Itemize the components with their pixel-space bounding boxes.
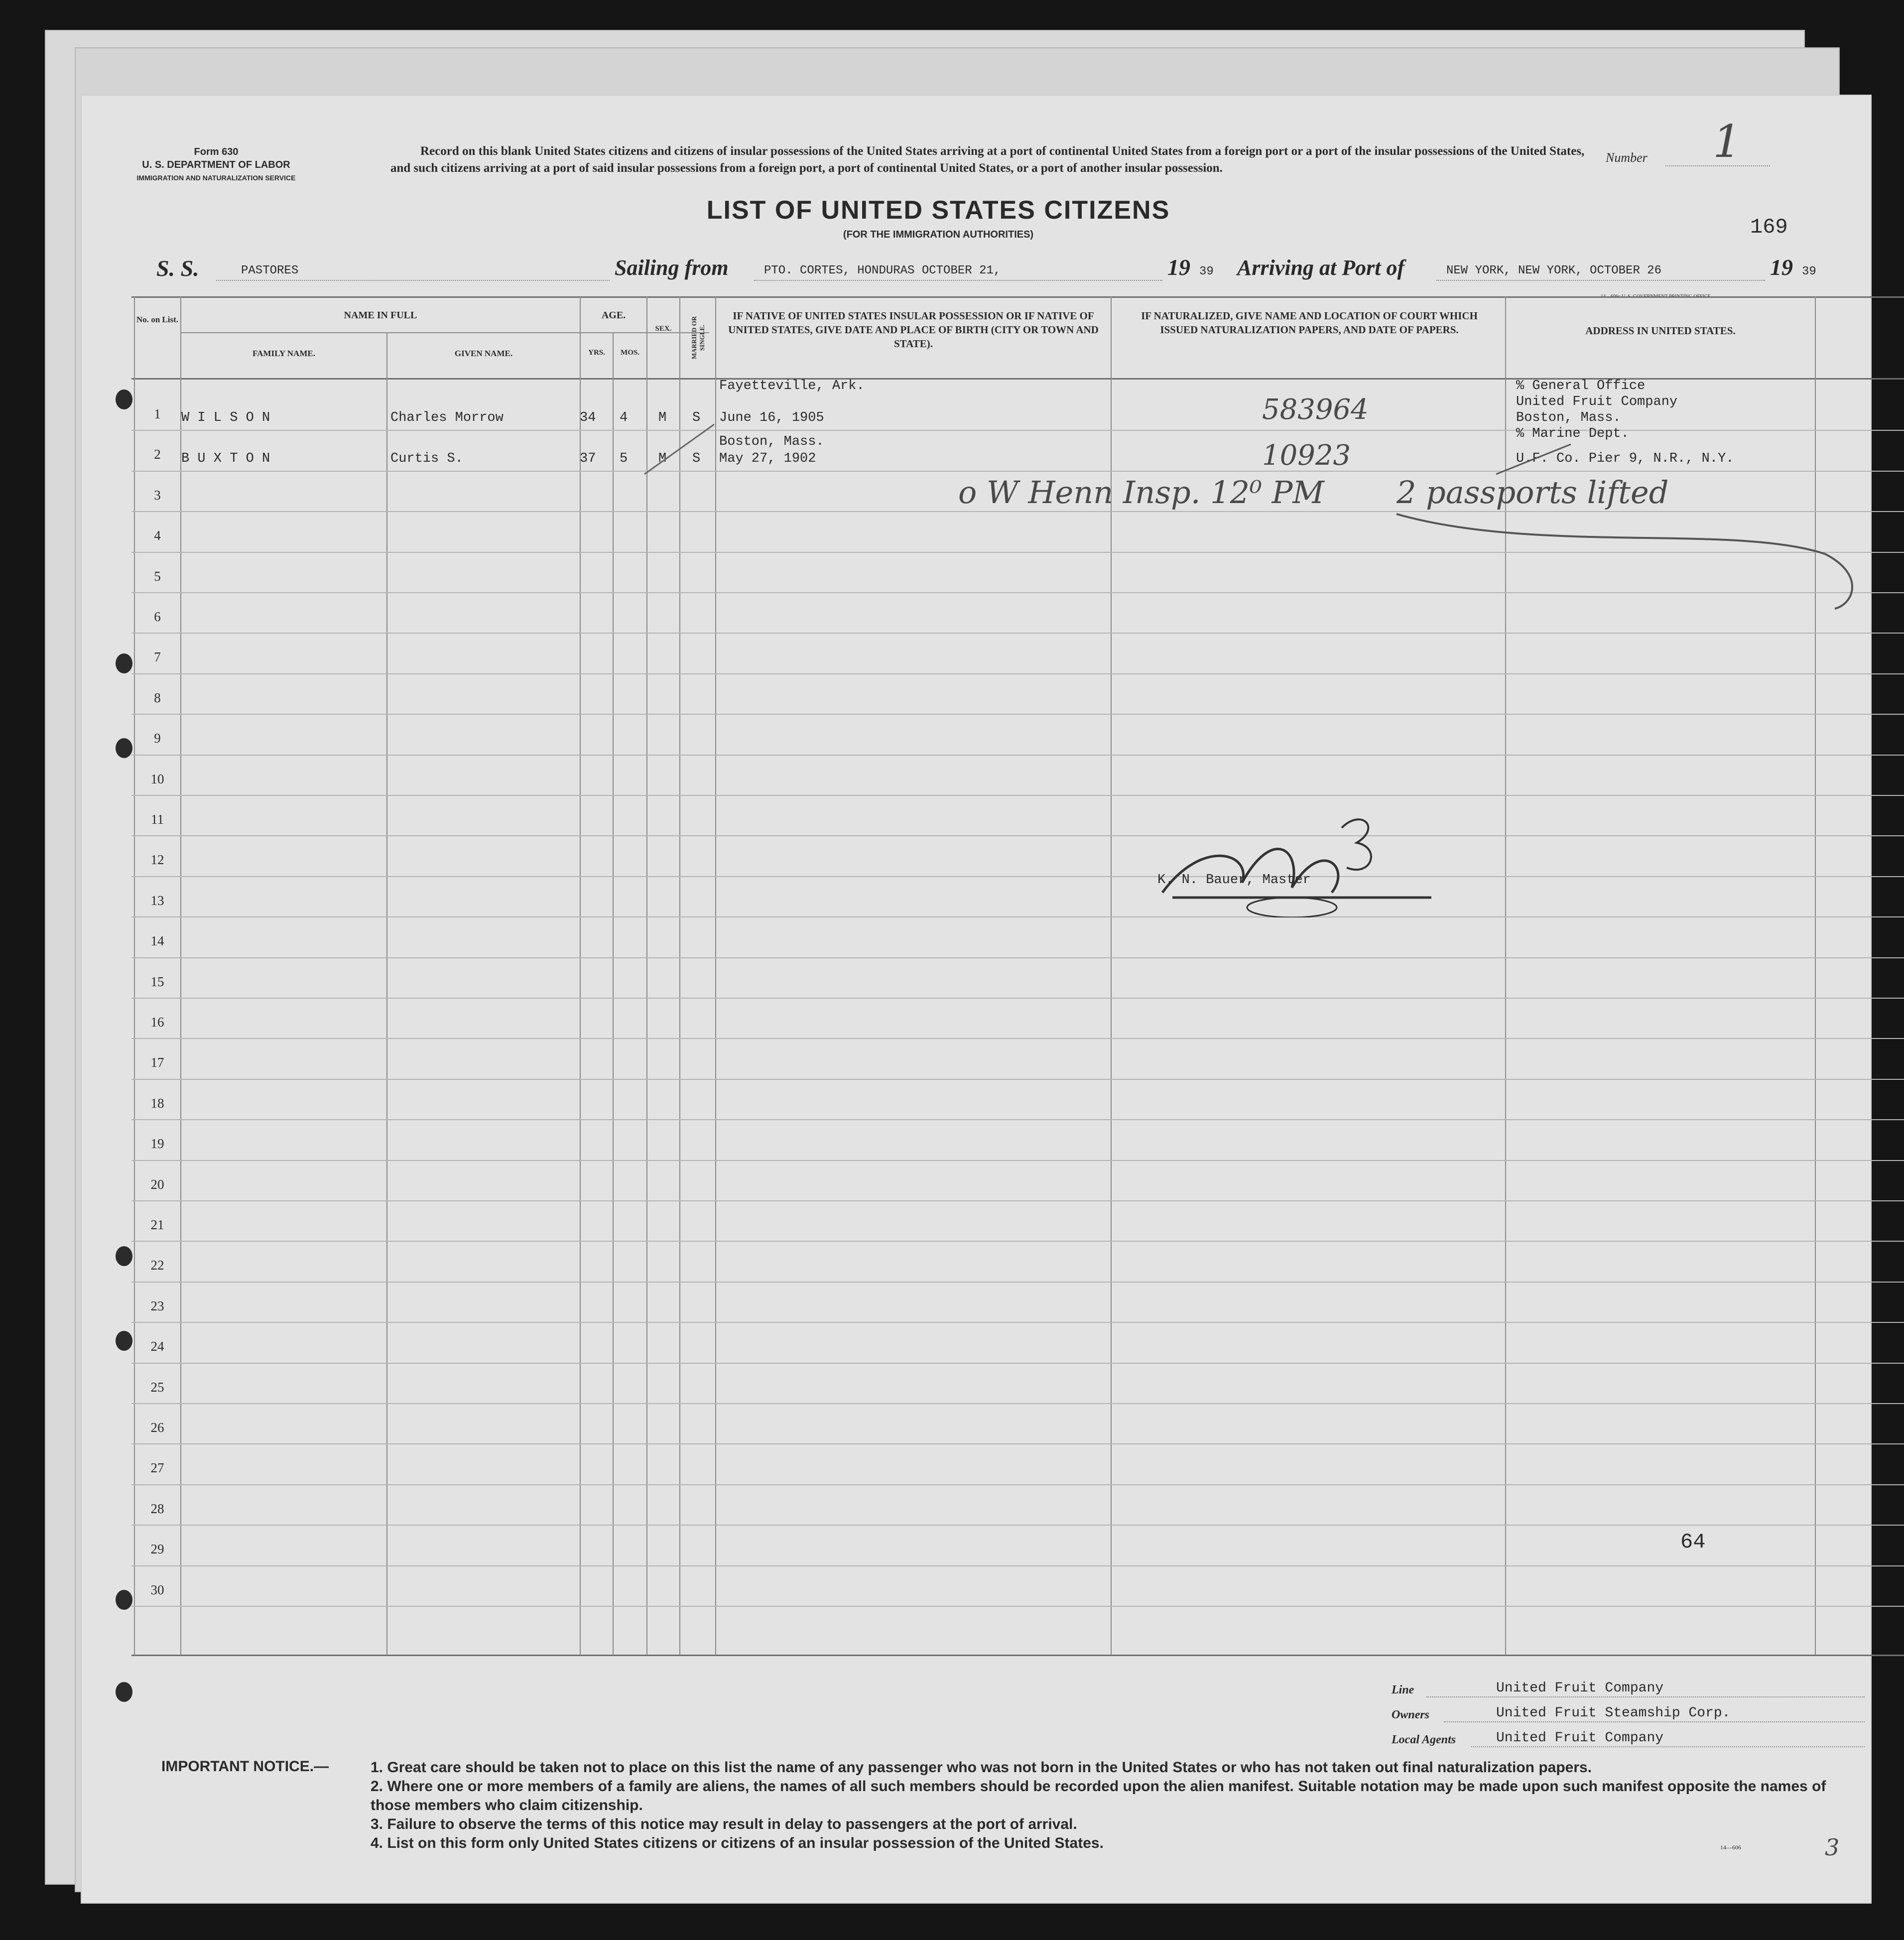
- punch-hole: [116, 1246, 132, 1266]
- marital-status: S: [692, 451, 701, 466]
- row-line: [131, 1525, 1904, 1526]
- col-divider: [386, 332, 387, 1655]
- manifest-page: [81, 95, 1872, 1904]
- col-header-age: AGE.: [601, 310, 626, 321]
- punch-hole: [116, 389, 132, 409]
- birth-place: Fayetteville, Ark.: [719, 379, 865, 393]
- address-line: U.F. Co. Pier 9, N.R., N.Y.: [1516, 451, 1734, 466]
- col-header-native: IF NATIVE OF UNITED STATES INSULAR POSSESSION OR IF NATIVE OF UNITED STATES, GIVE DATE AND PLACE OF BIRTH (CITY OR TOWN AND STATE).: [728, 310, 1099, 350]
- row-line: [131, 1484, 1904, 1485]
- notice-item: 4. List on this form only United States citizens or citizens of an insular possession of the United States.: [371, 1835, 1104, 1851]
- ss-label: S. S.: [156, 256, 199, 281]
- punch-hole: [116, 1590, 132, 1610]
- row-number: 25: [150, 1379, 164, 1395]
- table-top-border: [131, 296, 1904, 298]
- line-value: United Fruit Company: [1496, 1681, 1664, 1696]
- arriving-label: Arriving at Port of: [1237, 256, 1405, 280]
- col-divider: [180, 296, 181, 1655]
- row-line: [131, 916, 1904, 917]
- row-line: [131, 1241, 1904, 1242]
- sailing-year: 39: [1199, 265, 1214, 278]
- col-header-given: GIVEN NAME.: [454, 349, 513, 358]
- row-number: 28: [150, 1501, 164, 1516]
- col-header-no: No. on List.: [136, 315, 179, 324]
- sailing-year-prefix: 19: [1167, 255, 1190, 280]
- row-line: [131, 1160, 1904, 1161]
- form-number: Form 630: [194, 146, 239, 157]
- department-name: U. S. DEPARTMENT OF LABOR: [142, 159, 290, 170]
- row-number: 23: [150, 1298, 164, 1313]
- service-name: IMMIGRATION AND NATURALIZATION SERVICE: [136, 174, 296, 182]
- ship-name-line: [216, 280, 610, 281]
- sailing-label: Sailing from: [615, 256, 729, 280]
- arriving-line: [1436, 280, 1765, 281]
- notice-item: 2. Where one or more members of a family are aliens, the names of all such members should be recorded upon the alien manifest. Suitable notation may be made upon such manifest opposite the names of those members who claim citizenship.: [371, 1778, 1826, 1813]
- given-name: Charles Morrow: [390, 410, 504, 425]
- page-subtitle: (FOR THE IMMIGRATION AUTHORITIES): [843, 229, 1034, 240]
- punch-hole: [116, 1331, 132, 1351]
- notice-list: [371, 1758, 1860, 1853]
- page-title: LIST OF UNITED STATES CITIZENS: [706, 196, 1170, 225]
- annotation-flourish: [1387, 494, 1865, 614]
- arriving-port: NEW YORK, NEW YORK, OCTOBER 26: [1446, 264, 1662, 277]
- form-code: 14—606: [1720, 1844, 1741, 1851]
- form-id-block: [127, 145, 306, 184]
- row-number: 11: [151, 812, 164, 827]
- col-header-name: NAME IN FULL: [344, 310, 417, 321]
- table-bottom-border: [131, 1655, 1904, 1656]
- col-header-sex: SEX.: [655, 325, 672, 333]
- notice-item: 3. Failure to observe the terms of this notice may result in delay to passengers at the port of arrival.: [371, 1816, 1077, 1832]
- row-line: [131, 471, 1904, 472]
- agents-label: Local Agents: [1392, 1733, 1456, 1746]
- row-line: [131, 1038, 1904, 1039]
- punch-hole: [116, 653, 132, 673]
- row-number: 30: [150, 1582, 164, 1597]
- row-number: 20: [150, 1176, 164, 1192]
- col-divider: [715, 296, 716, 1655]
- birth-place: Boston, Mass.: [719, 434, 824, 449]
- bracket-mark: [1491, 434, 1581, 479]
- age-years: 34: [580, 410, 596, 425]
- instruction-text: Record on this blank United States citizens and citizens of insular possessions of the United States arriving at a port of continental United States from a foreign port or a port of the insular possessions of the United States, and such citizens arriving at a port of said insular possessions from a foreign port, a port of continental United States, or a port of another insular possession.: [390, 144, 1585, 175]
- address-line: % General Office: [1516, 379, 1646, 393]
- row-line: [131, 430, 1904, 431]
- agents-value: United Fruit Company: [1496, 1730, 1664, 1746]
- row-line: [131, 633, 1904, 634]
- signature-name: K. N. Bauer, Master: [1157, 873, 1311, 888]
- ship-name: PASTORES: [241, 264, 299, 277]
- arriving-year: 39: [1802, 265, 1816, 278]
- line-label: Line: [1392, 1683, 1414, 1696]
- col-header-yrs: YRS.: [588, 349, 605, 357]
- sex: M: [658, 451, 667, 466]
- row-line: [131, 1363, 1904, 1364]
- row-line: [131, 835, 1904, 836]
- address-line: United Fruit Company: [1516, 394, 1678, 409]
- row-line: [131, 755, 1904, 756]
- passports-note: 2 passports lifted: [1396, 474, 1669, 511]
- row-number: 22: [150, 1258, 164, 1273]
- row-number: 19: [150, 1136, 164, 1152]
- row-number: 1: [154, 406, 161, 421]
- given-name: Curtis S.: [390, 451, 463, 466]
- row-number: 6: [154, 609, 161, 624]
- row-line: [131, 1565, 1904, 1566]
- punch-hole: [116, 738, 132, 758]
- col-divider: [613, 332, 614, 1655]
- master-signature: [1142, 808, 1451, 917]
- row-number: 4: [154, 528, 161, 543]
- row-number: 26: [150, 1420, 164, 1435]
- row-number: 15: [150, 974, 164, 989]
- col-header-married: MARRIED OR SINGLE.: [690, 316, 706, 360]
- owners-underline: [1444, 1721, 1865, 1722]
- notice-title: IMPORTANT NOTICE.—: [161, 1758, 329, 1775]
- row-line: [131, 1403, 1904, 1404]
- number-value: 1: [1713, 116, 1742, 168]
- name-subheader-line: [181, 332, 709, 333]
- col-divider: [646, 296, 647, 1655]
- family-name: B U X T O N: [181, 451, 270, 466]
- row-line: [131, 1322, 1904, 1323]
- row-line: [131, 876, 1904, 877]
- row-line: [131, 1079, 1904, 1080]
- row-number: 12: [150, 852, 164, 868]
- row-line: [131, 1282, 1904, 1283]
- col-header-naturalized: IF NATURALIZED, GIVE NAME AND LOCATION OF COURT WHICH ISSUED NATURALIZATION PAPERS, AND DATE OF PAPERS.: [1141, 310, 1478, 336]
- row-number: 17: [150, 1055, 164, 1070]
- row-number: 21: [150, 1217, 164, 1232]
- age-years: 37: [580, 451, 596, 466]
- row-number: 24: [150, 1339, 164, 1354]
- sailing-line: [754, 280, 1162, 281]
- notice-item: 1. Great care should be taken not to place on this list the name of any passenger who was not born in the United States or who has not taken out final naturalization papers.: [371, 1759, 1592, 1776]
- corner-mark: 3: [1825, 1834, 1840, 1861]
- row-line: [131, 1443, 1904, 1444]
- line-underline: [1426, 1696, 1865, 1697]
- row-number: 29: [150, 1542, 164, 1557]
- address-line: % Marine Dept.: [1516, 426, 1629, 441]
- row-number: 8: [154, 690, 161, 705]
- col-divider: [580, 296, 581, 1655]
- owners-label: Owners: [1392, 1708, 1430, 1721]
- row-number: 10: [150, 771, 164, 786]
- family-name: W I L S O N: [181, 410, 270, 425]
- row-number: 13: [150, 893, 164, 908]
- row-line: [131, 957, 1904, 958]
- marital-status: S: [692, 410, 701, 425]
- col-divider: [679, 296, 680, 1655]
- sailing-from: PTO. CORTES, HONDURAS OCTOBER 21,: [764, 264, 1001, 277]
- naturalization-number: 10923: [1262, 439, 1351, 472]
- inspector-note: o W Henn Insp. 12⁰ PM: [958, 474, 1324, 511]
- row-number: 18: [150, 1095, 164, 1111]
- punch-hole: [116, 1682, 132, 1702]
- agents-underline: [1471, 1746, 1865, 1747]
- row-number: 7: [154, 649, 161, 665]
- number-label: Number: [1606, 150, 1648, 165]
- row-number: 16: [150, 1015, 164, 1030]
- row-number: 3: [154, 487, 161, 503]
- col-header-address: ADDRESS IN UNITED STATES.: [1585, 325, 1736, 337]
- row-line: [131, 998, 1904, 999]
- birth-date: May 27, 1902: [719, 451, 816, 466]
- owners-value: United Fruit Steamship Corp.: [1496, 1705, 1731, 1721]
- naturalization-number: 583964: [1262, 393, 1369, 426]
- address-line: Boston, Mass.: [1516, 410, 1621, 425]
- row-line: [131, 1119, 1904, 1120]
- row-line: [131, 795, 1904, 796]
- row-number: 5: [154, 568, 161, 584]
- age-months: 4: [620, 410, 628, 425]
- count-note: 64: [1680, 1530, 1706, 1554]
- row-line: [131, 1200, 1904, 1201]
- arriving-year-prefix: 19: [1770, 255, 1793, 280]
- check-marks: [639, 414, 719, 489]
- row-line: [131, 714, 1904, 715]
- birth-date: June 16, 1905: [719, 410, 824, 425]
- age-months: 5: [620, 451, 628, 466]
- row-number: 2: [154, 447, 161, 462]
- col-header-family: FAMILY NAME.: [253, 349, 315, 358]
- page-number: 169: [1750, 215, 1788, 239]
- row-line: [131, 1606, 1904, 1607]
- row-number: 9: [154, 731, 161, 746]
- col-header-mos: MOS.: [621, 349, 639, 357]
- row-number: 27: [150, 1460, 164, 1476]
- row-number: 14: [150, 933, 164, 949]
- row-line: [131, 673, 1904, 674]
- sex: M: [658, 410, 667, 425]
